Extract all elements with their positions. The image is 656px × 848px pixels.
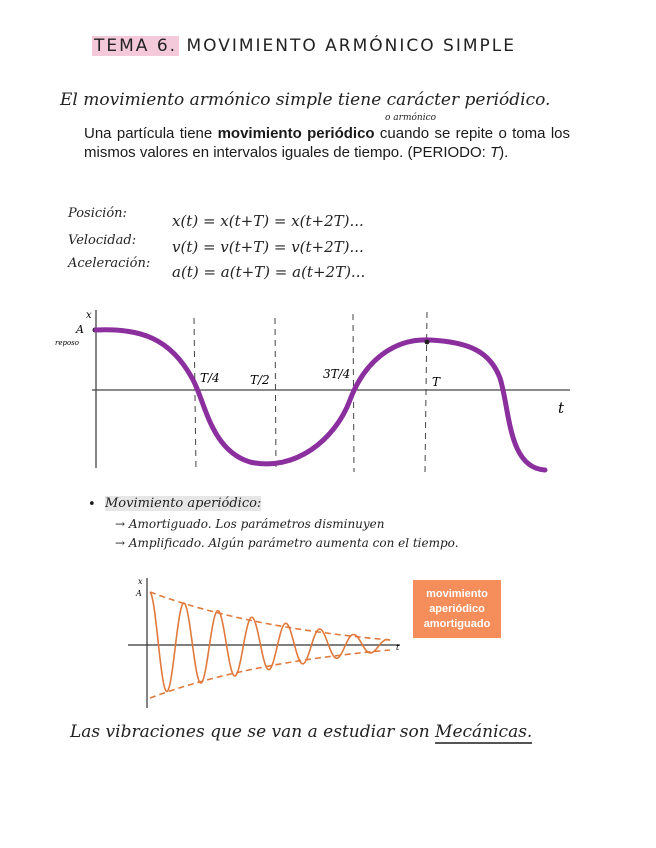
graph1-tick-line-1	[194, 318, 196, 472]
eq-label-position: Posición:	[68, 206, 127, 221]
eq-acceleration: a(t) = a(t+T) = a(t+2T)...	[172, 263, 366, 281]
closing-text: Las vibraciones que se van a estudiar son	[70, 722, 436, 742]
eq-label-velocity: Velocidad:	[68, 233, 137, 248]
aperiodic-item-amplified: → Amplificado. Algún parámetro aumenta con el tiempo.	[115, 536, 459, 550]
graph2-t-label: t	[396, 643, 400, 652]
para-close: ).	[499, 143, 509, 161]
page-title	[92, 36, 516, 56]
aperiodic-title	[105, 496, 261, 511]
periodic-graph	[0, 300, 656, 490]
graph1-tick-t: T	[432, 375, 441, 389]
graph1-peak-point	[425, 340, 430, 345]
graph1-tick-3t4: 3T/4	[323, 367, 351, 381]
para-after: cuando se repite o toma los mismos valores en intervalos iguales de tiempo. (PERIODO:	[84, 125, 570, 161]
badge-line-2: aperiódico	[429, 602, 485, 615]
para-before: Una partícula tiene	[84, 125, 218, 142]
graph1-amplitude-label: A	[76, 323, 84, 336]
eq-position: x(t) = x(t+T) = x(t+2T)...	[172, 212, 364, 230]
graph1-y-label: x	[86, 310, 92, 321]
graph1-tick-line-2	[275, 318, 276, 472]
graph2-envelope-top	[150, 592, 390, 640]
closing-underlined: Mecánicas.	[435, 722, 533, 742]
graph2-y-label: x	[138, 577, 143, 586]
graph1-tick-line-4	[425, 312, 427, 472]
graph1-rest-label: reposo	[55, 339, 79, 347]
eq-label-acceleration: Aceleración:	[68, 256, 151, 271]
graph1-tick-t4: T/4	[200, 371, 220, 385]
title-text: MOVIMIENTO ARMÓNICO SIMPLE	[186, 36, 516, 56]
badge-line-1: movimiento	[426, 587, 488, 600]
intro-text: El movimiento armónico simple tiene carácter periódico.	[60, 90, 551, 110]
aperiodic-title-text: Movimiento aperiódico:	[105, 496, 262, 511]
para-period: T	[490, 143, 500, 161]
graph1-t-label: t	[558, 399, 565, 417]
aperiodic-item-damped: → Amortiguado. Los parámetros disminuyen	[115, 517, 385, 531]
title-number: TEMA 6.	[94, 36, 178, 56]
aperiodic-bullet: •	[88, 497, 96, 512]
graph2-amplitude-label: A	[136, 589, 142, 598]
note-above: o armónico	[385, 113, 437, 123]
definition-paragraph	[84, 125, 570, 162]
closing-sentence	[70, 722, 532, 742]
graph1-tick-t2: T/2	[250, 373, 270, 387]
damped-graph	[0, 570, 420, 715]
eq-velocity: v(t) = v(t+T) = v(t+2T)...	[172, 238, 364, 256]
damped-badge	[413, 580, 501, 638]
badge-line-3: amortiguado	[423, 617, 491, 630]
graph1-curve	[96, 330, 545, 470]
graph2-curve	[150, 592, 390, 691]
para-bold: movimiento periódico	[217, 125, 375, 142]
graph2-envelope-bottom	[150, 650, 390, 698]
